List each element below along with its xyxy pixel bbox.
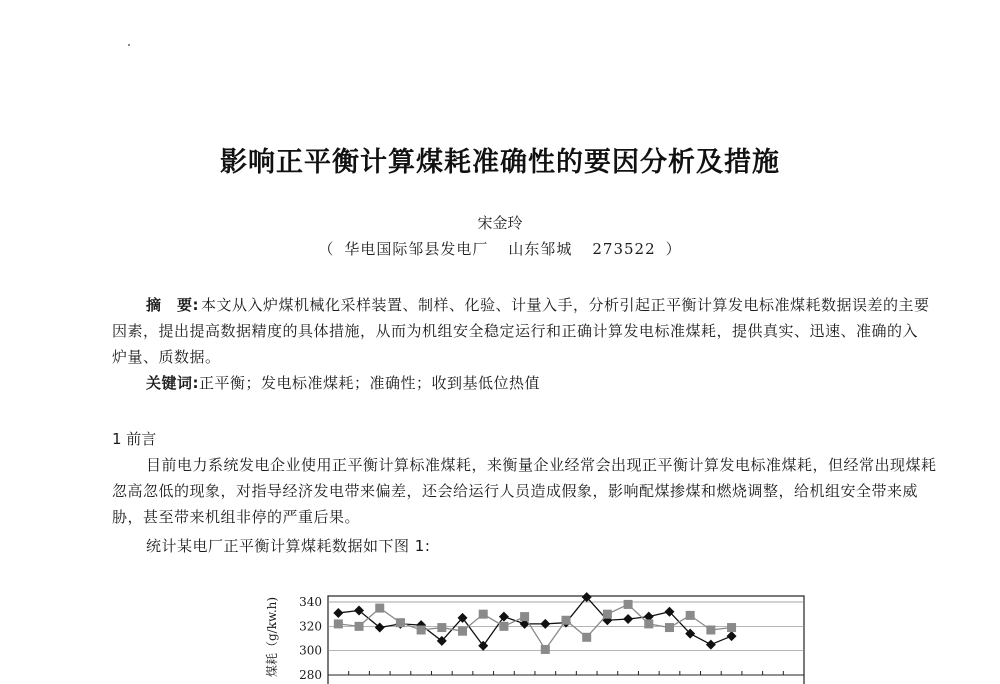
author-affiliation: [0, 238, 1000, 259]
series-diamond-point: [333, 608, 343, 618]
affil-close-paren: ）: [665, 240, 682, 258]
body-paragraph-1-text: 目前电力系统发电企业使用正平衡计算标准煤耗，来衡量企业经常会出现正平衡计算发电标准煤耗，但经常出现煤耗忽高忽低的现象，对指导经济发电带来偏差，还会给运行人员造成假象，影响配煤掺煤和燃烧调整，给机组安全带来威胁，甚至带来机组非停的严重后果。: [112, 456, 937, 526]
affil-zip: 273522: [592, 240, 656, 258]
y-tick-label: 280: [299, 668, 322, 682]
series-diamond-point: [499, 612, 509, 622]
affil-open-paren: （: [318, 240, 335, 258]
series-square-point: [727, 623, 736, 632]
y-axis-label: 煤耗（g/kw.h): [265, 596, 279, 678]
series-square-point: [458, 627, 467, 636]
abstract: [112, 292, 932, 370]
keywords-text: 正平衡；发电标准煤耗；准确性；收到基低位热值: [199, 374, 541, 392]
coal-consumption-chart: [262, 582, 822, 684]
series-square-point: [706, 625, 715, 634]
series-square-point: [437, 623, 446, 632]
y-tick-label: 300: [299, 643, 322, 658]
body-paragraph-1: [112, 452, 938, 530]
series-square-point: [334, 619, 343, 628]
body-paragraph-2: 统计某电厂正平衡计算煤耗数据如下图 1:: [146, 537, 431, 555]
series-diamond-point: [540, 619, 550, 629]
section-heading: 1 前言: [112, 430, 157, 448]
scan-speck: [128, 44, 130, 46]
abstract-text: 本文从入炉煤机械化采样装置、制样、化验、计量入手，分析引起正平衡计算发电标准煤耗数据误差的主要因素，提出提高数据精度的具体措施，从而为机组安全稳定运行和正确计算发电标准煤耗，提供真实、迅速、准确的入炉量、质数据。: [112, 296, 930, 366]
y-tick-label: 340: [299, 595, 322, 609]
series-square-point: [375, 604, 384, 613]
author-name: 宋金玲: [477, 214, 523, 232]
series-square-point: [582, 633, 591, 642]
keywords-label: 关键词:: [146, 374, 199, 392]
series-square-point: [355, 622, 364, 631]
series-square-point: [541, 645, 550, 654]
series-diamond-point: [706, 640, 716, 650]
series-square-point: [686, 611, 695, 620]
affil-organization: 华电国际邹县发电厂: [344, 240, 489, 258]
series-square-point: [520, 612, 529, 621]
series-square-point: [665, 623, 674, 632]
affil-city: 山东邹城: [508, 240, 573, 258]
series-diamond-point: [727, 631, 737, 641]
series-square-point: [624, 600, 633, 609]
series-square-point: [499, 622, 508, 631]
series-square-point: [644, 619, 653, 628]
series-diamond-point: [478, 641, 488, 651]
series-square-point: [396, 618, 405, 627]
y-tick-label: 320: [299, 619, 322, 634]
series-square-point: [603, 610, 612, 619]
series-square-point: [562, 616, 571, 625]
series-square-point: [479, 610, 488, 619]
keywords: [146, 370, 936, 396]
series-diamond-point: [623, 614, 633, 624]
series-square-point: [417, 625, 426, 634]
paper-title: 影响正平衡计算煤耗准确性的要因分析及措施: [220, 147, 780, 178]
abstract-label: 摘 要:: [146, 296, 199, 314]
